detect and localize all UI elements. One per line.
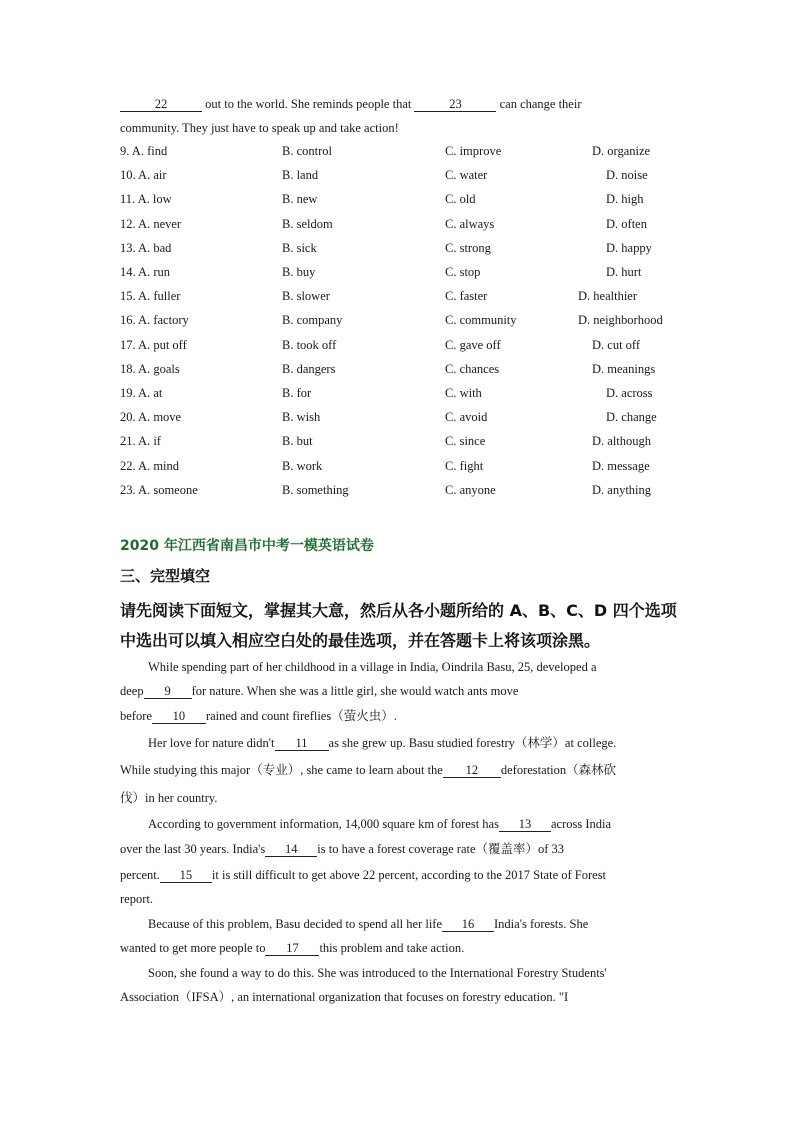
option-c: C. community xyxy=(445,313,517,328)
section-heading: 三、完型填空 xyxy=(120,567,211,585)
option-number-a: 21. A. if xyxy=(120,434,161,449)
option-row xyxy=(120,217,680,235)
blank-11: 11 xyxy=(275,737,329,751)
option-number-a: 12. A. never xyxy=(120,216,182,231)
option-row xyxy=(120,434,680,452)
blank-22: 22 xyxy=(120,98,202,112)
option-number-a: 22. A. mind xyxy=(120,458,180,473)
passage-line: While studying this major（专业）, she came to learn about the 12 deforestation（森林砍 xyxy=(120,763,617,777)
option-row xyxy=(120,168,680,186)
option-number-a: 13. A. bad xyxy=(120,240,172,255)
option-d: D. noise xyxy=(606,168,648,183)
option-row xyxy=(120,192,680,210)
blank-23: 23 xyxy=(414,98,496,112)
option-b: B. for xyxy=(282,386,312,400)
option-b: B. control xyxy=(282,144,332,158)
passage-line: deep 9 for nature. When she was a little girl, she would watch ants move xyxy=(120,684,519,698)
option-d: D. across xyxy=(606,386,653,400)
passage-line: Association（IFSA）, an international organization that focuses on forestry education. "I xyxy=(120,990,569,1004)
option-row xyxy=(120,410,680,428)
option-number-a: 15. A. fuller xyxy=(120,289,181,304)
option-row xyxy=(120,265,680,283)
option-row xyxy=(120,313,680,331)
text-line: 22 out to the world. She reminds people that 23 can change their xyxy=(120,96,582,112)
option-number-a: 18. A. goals xyxy=(120,361,180,376)
passage-line: 伐）in her country. xyxy=(120,791,218,805)
option-b: B. buy xyxy=(282,265,316,279)
option-row xyxy=(120,386,680,404)
instruction-line: 中选出可以填入相应空白处的最佳选项，并在答题卡上将该项涂黑。 xyxy=(120,631,601,650)
option-d: D. healthier xyxy=(578,289,638,304)
text-line: community. They just have to speak up and take action! xyxy=(120,121,399,135)
blank-14: 14 xyxy=(265,843,317,857)
option-b: B. company xyxy=(282,313,343,328)
option-row xyxy=(120,459,680,477)
option-c: C. always xyxy=(445,216,495,231)
passage-line: According to government information, 14,000 square km of forest has 13 across India xyxy=(148,817,612,831)
option-number-a: 23. A. someone xyxy=(120,482,198,497)
passage-line: While spending part of her childhood in a village in India, Oindrila Basu, 25, developed a xyxy=(148,660,597,674)
option-row xyxy=(120,338,680,356)
passage-line: before 10 rained and count fireflies（萤火虫）. xyxy=(120,709,397,723)
passage-line: Her love for nature didn't 11 as she grew up. Basu studied forestry（林学）at college. xyxy=(148,736,617,750)
blank-17: 17 xyxy=(265,942,319,956)
option-c: C. old xyxy=(445,192,476,207)
passage-line: report. xyxy=(120,892,153,906)
option-number-a: 16. A. factory xyxy=(120,313,189,328)
blank-16: 16 xyxy=(442,918,494,932)
option-b: B. but xyxy=(282,434,313,449)
blank-13: 13 xyxy=(499,818,551,832)
passage-line: over the last 30 years. India's 14 is to have a forest coverage rate（覆盖率）of 33 xyxy=(120,842,565,856)
option-row xyxy=(120,241,680,259)
option-d: D. anything xyxy=(592,482,652,497)
option-b: B. land xyxy=(282,168,319,183)
option-c: C. since xyxy=(445,434,486,449)
passage-line: wanted to get more people to 17 this problem and take action. xyxy=(120,941,465,955)
option-b: B. wish xyxy=(282,410,321,425)
option-b: B. slower xyxy=(282,289,330,304)
option-c: C. strong xyxy=(445,240,491,255)
option-number-a: 11. A. low xyxy=(120,192,172,207)
option-c: C. with xyxy=(445,386,482,400)
option-row xyxy=(120,362,680,380)
option-b: B. sick xyxy=(282,240,317,255)
passage-line: percent. 15 it is still difficult to get above 22 percent, according to the 2017 State of Forest xyxy=(120,868,607,882)
option-b: B. dangers xyxy=(282,361,336,376)
option-c: C. chances xyxy=(445,361,500,376)
option-b: B. something xyxy=(282,482,349,497)
blank-12: 12 xyxy=(443,764,501,778)
option-c: C. gave off xyxy=(445,337,501,352)
option-d: D. neighborhood xyxy=(578,313,663,328)
option-d: D. hurt xyxy=(606,265,642,279)
option-number-a: 9. A. find xyxy=(120,144,168,158)
option-d: D. high xyxy=(606,192,644,207)
option-c: C. stop xyxy=(445,265,481,279)
option-row xyxy=(120,483,680,501)
blank-10: 10 xyxy=(152,710,206,724)
option-d: D. organize xyxy=(592,144,651,158)
option-b: B. took off xyxy=(282,337,337,352)
option-number-a: 19. A. at xyxy=(120,386,163,400)
option-c: C. fight xyxy=(445,458,484,473)
option-c: C. anyone xyxy=(445,482,496,497)
option-d: D. meanings xyxy=(592,361,656,376)
exam-title: 2020 年江西省南昌市中考一模英语试卷 xyxy=(120,538,374,554)
option-c: C. avoid xyxy=(445,410,488,425)
option-c: C. faster xyxy=(445,289,488,304)
option-c: C. improve xyxy=(445,144,502,158)
instruction-line: 请先阅读下面短文，掌握其大意，然后从各小题所给的 A、B、C、D 四个选项 xyxy=(120,601,677,620)
option-d: D. change xyxy=(606,410,657,425)
option-c: C. water xyxy=(445,168,488,183)
option-number-a: 14. A. run xyxy=(120,265,170,279)
option-d: D. happy xyxy=(606,240,652,255)
passage-line: Because of this problem, Basu decided to spend all her life 16 India's forests. She xyxy=(148,917,589,931)
option-number-a: 10. A. air xyxy=(120,168,167,183)
option-d: D. although xyxy=(592,434,652,449)
option-b: B. new xyxy=(282,192,318,207)
option-d: D. message xyxy=(592,458,650,473)
blank-15: 15 xyxy=(160,869,212,883)
blank-9: 9 xyxy=(144,685,192,699)
passage-line: Soon, she found a way to do this. She was introduced to the International Forestry Students' xyxy=(148,966,607,980)
option-row xyxy=(120,144,680,162)
option-number-a: 17. A. put off xyxy=(120,337,187,352)
option-row xyxy=(120,289,680,307)
option-number-a: 20. A. move xyxy=(120,410,182,425)
option-b: B. seldom xyxy=(282,216,333,231)
option-b: B. work xyxy=(282,458,323,473)
option-d: D. cut off xyxy=(592,337,641,352)
option-d: D. often xyxy=(606,216,647,231)
